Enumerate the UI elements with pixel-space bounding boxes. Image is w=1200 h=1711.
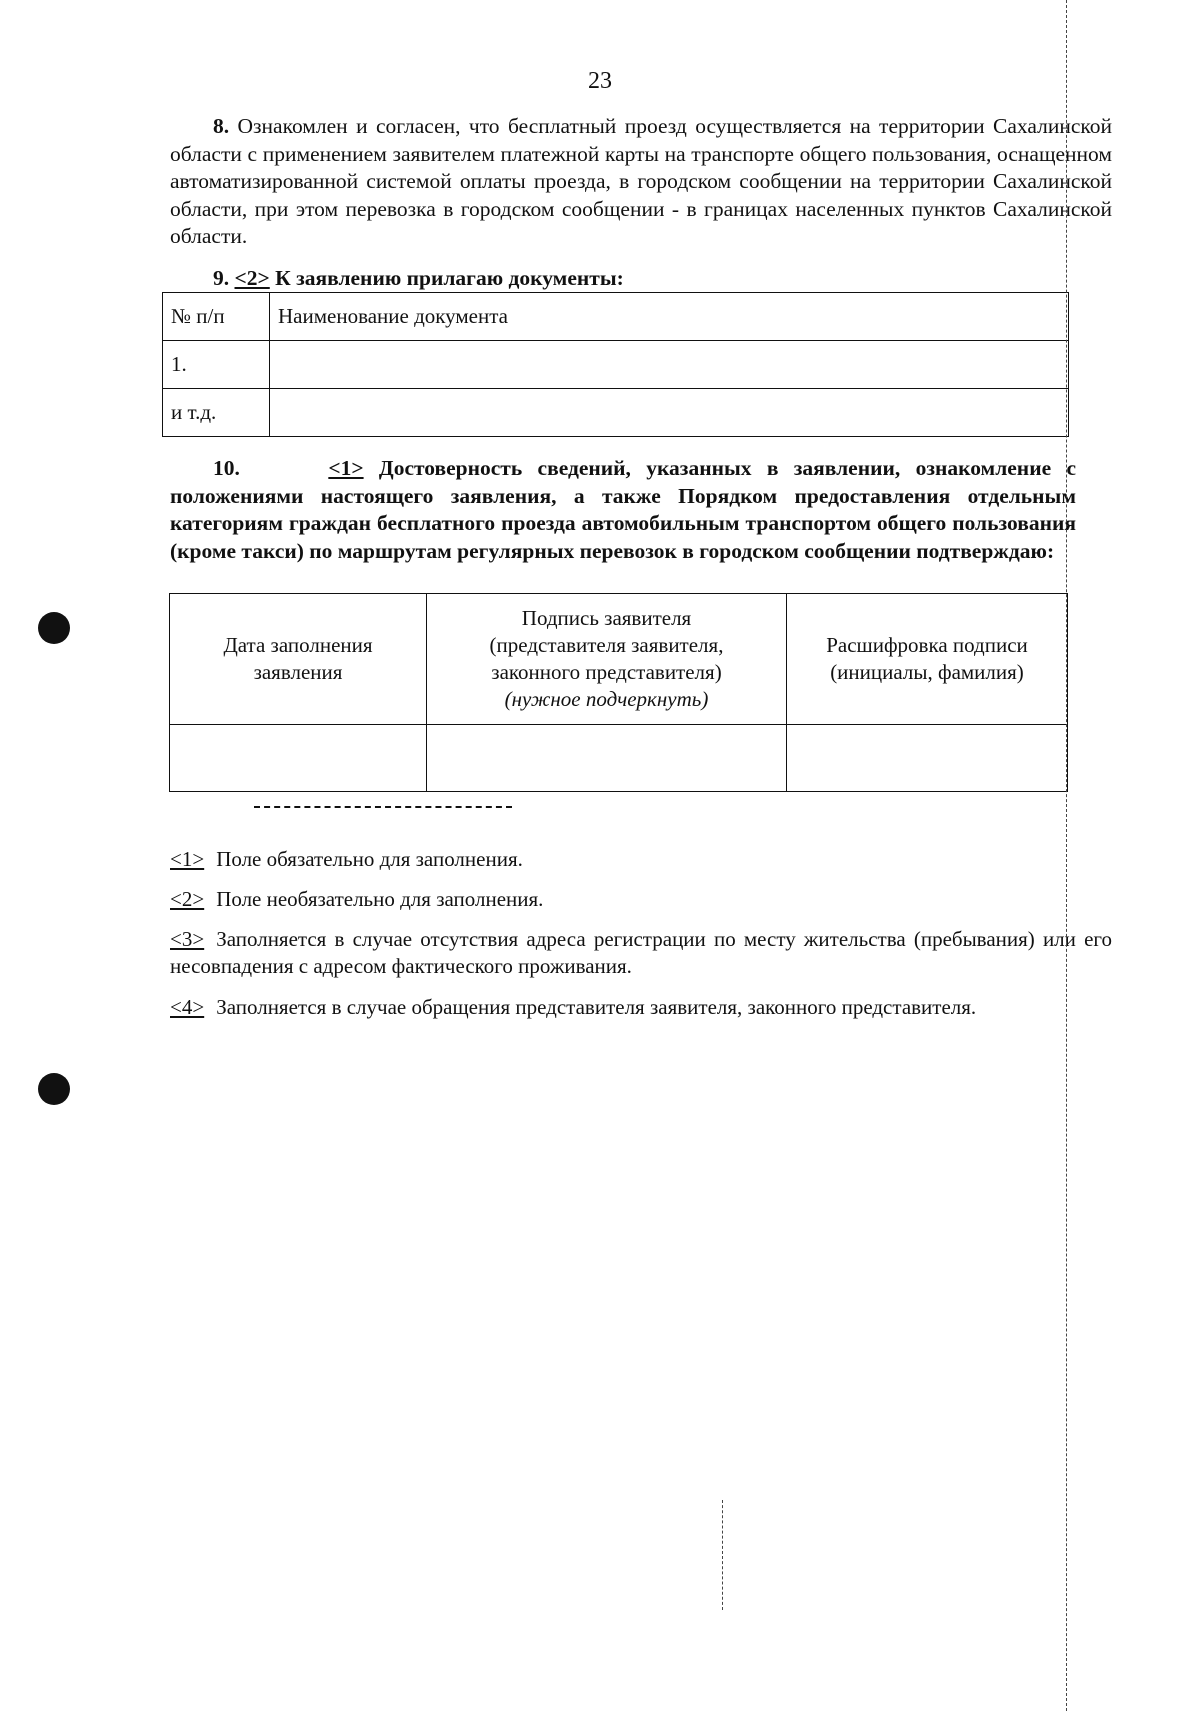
footnote-text: Заполняется в случае отсутствия адреса регистрации по месту жительства (пребывания) или его несовпадения с адресом фактического проживания. bbox=[170, 927, 1112, 978]
row-document[interactable] bbox=[270, 389, 1069, 437]
footnote-mark: <4> bbox=[170, 995, 205, 1019]
fill-date-label-2: заявления bbox=[253, 660, 343, 684]
page-number: 23 bbox=[588, 68, 612, 94]
section-8-number: 8. bbox=[213, 114, 230, 138]
header-number: № п/п bbox=[163, 293, 270, 341]
table-row bbox=[163, 389, 1069, 437]
section-10-text: Достоверность сведений, указанных в заявлении, ознакомление с положениями настоящего заявления, а также Порядком предоставления отдельным категориям граждан бесплатного проезда автомобильным транспортом общего пользования (кроме такси) по маршрутам регулярных перевозок в городском сообщении подтверждаю: bbox=[170, 456, 1076, 563]
footnote-separator bbox=[254, 806, 512, 808]
footnote-mark: <3> bbox=[170, 927, 205, 951]
footnote-mark: <2> bbox=[170, 887, 205, 911]
punch-hole bbox=[38, 1073, 70, 1105]
footnote-3 bbox=[170, 926, 1112, 980]
footnote-mark: <1> bbox=[170, 847, 205, 871]
section-10-ref: <1> bbox=[328, 456, 364, 480]
decryption-cell[interactable] bbox=[787, 725, 1068, 792]
fill-date-header bbox=[170, 594, 427, 725]
section-9-heading bbox=[213, 266, 624, 291]
row-number: и т.д. bbox=[163, 389, 270, 437]
header-document-name: Наименование документа bbox=[270, 293, 1069, 341]
footnote-1 bbox=[170, 846, 1112, 873]
section-10-number: 10. bbox=[213, 456, 240, 480]
section-9-title: К заявлению прилагаю документы: bbox=[269, 266, 624, 290]
scan-artifact-line bbox=[722, 1500, 723, 1610]
row-document[interactable] bbox=[270, 341, 1069, 389]
signature-table bbox=[169, 593, 1068, 792]
section-9-number: 9. bbox=[213, 266, 230, 290]
signature-label-2: (представителя заявителя, bbox=[489, 633, 724, 657]
signature-hint: (нужное подчеркнуть) bbox=[504, 687, 709, 711]
signature-cell[interactable] bbox=[427, 725, 787, 792]
signature-input-row bbox=[170, 725, 1068, 792]
documents-table bbox=[162, 292, 1069, 437]
footnote-text: Заполняется в случае обращения представителя заявителя, законного представителя. bbox=[216, 995, 977, 1019]
section-8-paragraph bbox=[170, 113, 1112, 251]
punch-hole bbox=[38, 612, 70, 644]
footnote-2 bbox=[170, 886, 1112, 913]
section-8-text: Ознакомлен и согласен, что бесплатный проезд осуществляется на территории Сахалинской области с применением заявителем платежной карты на транспорте общего пользования, оснащенном автоматизированной системой оплаты проезда, в городском сообщении на территории Сахалинской области, при этом перевозка в городском сообщении - в границах населенных пунктов Сахалинской области. bbox=[170, 114, 1112, 248]
section-10-paragraph bbox=[170, 455, 1076, 565]
table-row bbox=[163, 341, 1069, 389]
signature-header bbox=[427, 594, 787, 725]
fill-date-label: Дата заполнения bbox=[223, 633, 373, 657]
scan-artifact-line bbox=[1066, 0, 1067, 1711]
row-number: 1. bbox=[163, 341, 270, 389]
decryption-label-2: (инициалы, фамилия) bbox=[830, 660, 1024, 684]
footnote-text: Поле необязательно для заполнения. bbox=[216, 887, 544, 911]
section-9-ref: <2> bbox=[234, 266, 270, 290]
fill-date-cell[interactable] bbox=[170, 725, 427, 792]
footnote-text: Поле обязательно для заполнения. bbox=[216, 847, 523, 871]
footnote-4 bbox=[170, 994, 1112, 1021]
signature-label: Подпись заявителя bbox=[521, 606, 692, 630]
decryption-label: Расшифровка подписи bbox=[826, 633, 1028, 657]
signature-label-3: законного представителя) bbox=[491, 660, 722, 684]
table-header-row bbox=[163, 293, 1069, 341]
decryption-header bbox=[787, 594, 1068, 725]
signature-header-row bbox=[170, 594, 1068, 725]
